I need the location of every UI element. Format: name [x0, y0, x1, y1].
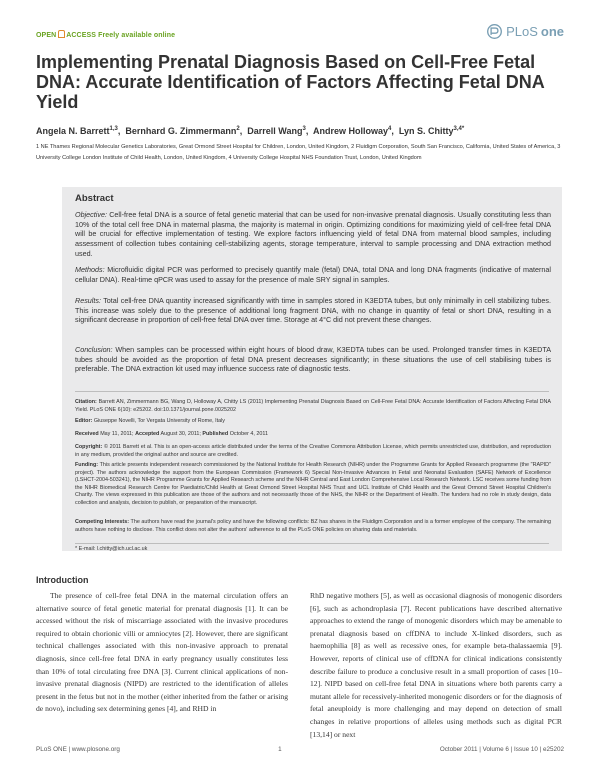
dates	[75, 431, 551, 439]
received-date: May 11, 2011;	[100, 431, 134, 437]
open-access-banner	[36, 30, 175, 39]
affiliations: 1 NE Thames Regional Molecular Genetics Laboratories, Great Ormond Street Hospital for Children, London, United Kingdom, 2 Fluidigm Corporation, South San Francisco, California, United States of America, 3 University College London Institute of Child Health, London, United Kingdom, 4 University College Hospital NHS Foundation Trust, London, United Kingdom	[36, 144, 561, 161]
article-title: Implementing Prenatal Diagnosis Based on Cell-Free Fetal DNA: Accurate Identification of Factors Affecting Fetal DNA Yield	[36, 52, 545, 112]
email-divider	[75, 543, 549, 544]
page-footer	[36, 746, 564, 753]
abstract-heading: Abstract	[75, 193, 114, 204]
author: Andrew Holloway	[312, 126, 388, 136]
abstract-divider	[75, 391, 549, 392]
published-date: October 4, 2011	[229, 431, 268, 437]
author: Angela N. Barrett	[36, 126, 110, 136]
footer-issue: October 2011 | Volume 6 | Issue 10 | e25202	[439, 746, 564, 753]
abstract-methods	[75, 265, 551, 284]
section-heading-introduction: Introduction	[36, 575, 89, 585]
abstract-objective	[75, 210, 551, 259]
editor	[75, 418, 551, 426]
author-list: Angela N. Barrett$^{1,3}$, Bernhard G. Zimmermann$^2$, Darrell Wang$^3$, Andrew Holloway$^4$, Lyn S. Chitty$^{3,4*}$	[36, 126, 465, 136]
accepted-date: August 30, 2011;	[160, 431, 201, 437]
conclusion-text: When samples can be processed within eight hours of blood draw, K3EDTA tubes can be used. Prolonged transfer times in K3EDTA tubes should be avoided as the proportion of fetal DNA present decreases significantly; in these situations the use of cell stabilising tubes is preferable. The DNA extraction kit used may influence success rate of diagnostic tests.	[75, 345, 551, 374]
author-affil-sup: 2	[236, 126, 240, 132]
published-label: Published	[202, 431, 229, 437]
objective-label: Objective:	[75, 210, 107, 219]
abstract-conclusion	[75, 345, 551, 374]
author-affil-sup: 3	[302, 126, 306, 132]
citation	[75, 399, 551, 414]
conclusion-label: Conclusion:	[75, 345, 113, 354]
plos-logo-icon	[486, 23, 503, 40]
editor-text: Giuseppe Novelli, Tor Vergata University of Rome, Italy	[93, 418, 226, 424]
editor-label: Editor:	[75, 418, 93, 424]
logo-one-text: one	[540, 24, 564, 39]
corresponding-email: * E-mail: l.chitty@ich.ucl.ac.uk	[75, 546, 148, 552]
citation-label: Citation:	[75, 399, 97, 405]
author-affil-sup: 1,3	[109, 126, 118, 132]
open-label: OPEN	[36, 32, 57, 39]
received-label: Received	[75, 431, 99, 437]
competing-label: Competing Interests:	[75, 519, 130, 525]
author: Darrell Wang	[247, 126, 303, 136]
author-affil-sup: 4	[388, 126, 392, 132]
author: Bernhard G. Zimmermann	[125, 126, 237, 136]
methods-text: Microfluidic digital PCR was performed to precisely quantify male (fetal) DNA, total DNA and long DNA fragments (indicative of maternal cellular DNA). Real-time qPCR was used to assay for the presence of male SRY signal in samples.	[75, 265, 551, 284]
results-label: Results:	[75, 296, 101, 305]
methods-label: Methods:	[75, 265, 105, 274]
journal-logo	[486, 23, 564, 40]
objective-text: Cell-free fetal DNA is a source of fetal genetic material that can be used for non-invasive prenatal diagnosis. Usually constituting less than 10% of the total cell free DNA in maternal plasma, the majority is maternal in origin. Optimizing conditions for maximizing yield of cell-free fetal DNA will be crucial for effective implementation of testing. We explore factors influencing yield of fetal DNA from maternal blood samples, including assessment of collection tubes containing cell-stabilizing agents, storage temperature, interval to sample processing and DNA extraction method used.	[75, 210, 551, 258]
results-text: Total cell-free DNA quantity increased significantly with time in samples stored in K3EDTA tubes, but only minimally in cell stabilizing tubes. This increase was solely due to the presence of additional long fragment DNA, with no change in quantity of fetal or short DNA, resulting in a significant decrease in proportion of cell-free fetal DNA over time. Storage at 4°C did not prevent these changes.	[75, 296, 551, 325]
body-column-left: The presence of cell-free fetal DNA in the maternal circulation offers an alternative source of fetal genetic material for prenatal diagnosis [1]. It can be accessed without the risk of miscarriage associated with the invasive procedures required to obtain chorionic villi or amniocytes [2]. However, there are significant technical challenges associated with this non-invasive approach to prenatal diagnosis, since cell-free fetal DNA in early pregnancy usually constitutes less than 10% of total circulating free DNA [3]. Current clinical applications of non-invasive prenatal diagnosis (NIPD) are restricted to the identification of alleles present in the fetus but not in the mother (either inherited from the father or arising de novo), including sex determining genes [4], and RHD in	[36, 591, 288, 714]
body-column-right: RhD negative mothers [5], as well as occasional diagnosis of monogenic disorders [6], such as achondroplasia [7]. Recent publications have described alternative approaches to extend the range of monogenic disorders which may be amenable to prenatal diagnosis based on cffDNA to include X-linked disorders, such as haemophilia [8] as well as recessive ones, for example beta-thalassaemia [9]. However, reports of clinical use of cffDNA for clinical indications consistently describe failure to produce a conclusive result in a small proportion of cases [10–12]. NIPD based on cell-free fetal DNA in situations where both parents carry a mutant allele for recessively-inherited monogenic disorders or for the diagnosis of fetal aneuploidy is more challenging and may depend on detection of small changes in relative proportions of alleles using methods such as digital PCR [13,14] or next	[310, 591, 562, 739]
open-access-text: ACCESS Freely available online	[66, 32, 176, 39]
citation-text: Barrett AN, Zimmermann BG, Wang D, Holloway A, Chitty LS (2011) Implementing Prenatal Diagnosis Based on Cell-Free Fetal DNA: Accurate Identification of Factors Affecting Fetal DNA Yield. PLoS ONE 6(10): e25202. doi:10.1371/journal.pone.0025202	[75, 399, 551, 413]
open-access-lock-icon	[58, 30, 65, 38]
footer-page-number: 1	[278, 746, 282, 753]
funding-text: This article presents independent research commissioned by the National Institute for Health Research (NIHR) under the Programme Grants for Applied Research programme (the "RAPID" project). The authors acknowledge the support from the European Commission (Framework 6) Special Non-Invasive Advances in Fetal and Neonatal Evaluation (SAFE) Network of Excellence (LSHCT-2004-503241), the NIHR Programme Grants for Applied Research scheme and the NIHR Central and East London Comprehensive Local Research Network. LSC receives some funding from the NIHR Biomedical Research Centre for Paediatric/Child Health at Great Ormond Street Hospital NHS Trust and UCL Institute of Child Health and the Great Ormond Street Hospital Children's Charity. The views expressed in this publication are those of the authors and not necessarily those of the NHS, the NIHR or the Department of Health. The funders had no role in study design, data collection and analysis, decision to publish, or preparation of the manuscript.	[75, 462, 551, 506]
author: Lyn S. Chitty	[398, 126, 454, 136]
copyright-text: © 2011 Barrett et al. This is an open-access article distributed under the terms of the Creative Commons Attribution License, which permits unrestricted use, distribution, and reproduction in any medium, provided the original author and source are credited.	[75, 444, 552, 458]
funding-label: Funding:	[75, 462, 99, 468]
copyright-label: Copyright:	[75, 444, 103, 450]
copyright	[75, 444, 551, 459]
footer-journal: PLoS ONE | www.plosone.org	[36, 746, 120, 753]
competing-text: The authors have read the journal's policy and have the following conflicts: BZ has shares in the Fluidigm Corporation and is a former employee of the company. The remaining authors have nothing to disclose. This conflict does not alter the authors' adherence to all the PLoS ONE policies on sharing data and materials.	[75, 519, 551, 533]
funding	[75, 462, 551, 508]
logo-plos-text: PLoS	[506, 24, 538, 39]
accepted-label: Accepted	[135, 431, 160, 437]
author-affil-sup: 3,4*	[453, 126, 465, 132]
abstract-results	[75, 296, 551, 325]
competing-interests	[75, 519, 551, 534]
